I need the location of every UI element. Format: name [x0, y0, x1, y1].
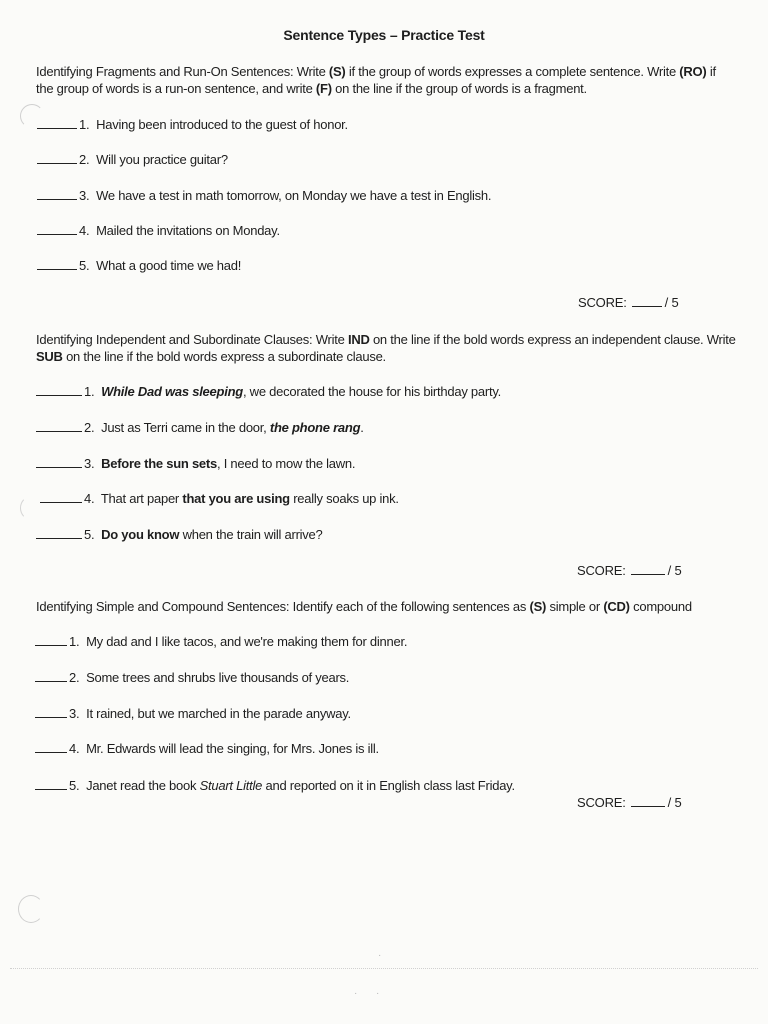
question-number: 1.: [69, 634, 80, 649]
s1-instr-text-d: on the line if the group of words is a fragment.: [331, 81, 587, 96]
s2-question-1: [36, 384, 501, 400]
answer-blank[interactable]: [35, 634, 67, 646]
question-number: 2.: [79, 152, 90, 167]
s3-question-2: [35, 670, 349, 686]
question-bold-clause: the phone rang: [269, 420, 361, 435]
question-text: Will you practice guitar?: [96, 152, 228, 167]
s3-instr-code-s: (S): [529, 599, 547, 614]
question-number: 1.: [79, 117, 90, 132]
s2-instr-text-a: Identifying Independent and Subordinate Clauses: Write: [36, 332, 348, 347]
s3-question-5: [35, 778, 515, 794]
section3-score: [577, 795, 682, 810]
score-total: / 5: [667, 563, 682, 578]
answer-blank[interactable]: [37, 152, 77, 164]
s2-question-4: [40, 491, 399, 507]
score-total: / 5: [667, 795, 682, 810]
question-bold-clause: While Dad was sleeping: [101, 384, 243, 399]
s3-instr-text-a: Identifying Simple and Compound Sentences: Identify each of the following sentences as: [36, 599, 530, 614]
section1-instructions: [36, 63, 736, 97]
question-bold-clause: that you are using: [182, 491, 290, 506]
answer-blank[interactable]: [35, 741, 67, 753]
section3-instructions: [36, 598, 736, 615]
s2-instr-text-b: on the line if the bold words express an independent clause. Write: [369, 332, 736, 347]
page-title: Sentence Types – Practice Test: [283, 27, 485, 43]
s2-instr-code-sub: SUB: [36, 349, 63, 364]
hole-punch-mark: [20, 496, 42, 520]
question-text: Mailed the invitations on Monday.: [96, 223, 280, 238]
question-text: Mr. Edwards will lead the singing, for Mrs. Jones is ill.: [86, 741, 379, 756]
question-number: 4.: [79, 223, 90, 238]
s2-instr-text-c: on the line if the bold words express a subordinate clause.: [62, 349, 386, 364]
hole-punch-mark: [20, 104, 44, 128]
scan-speck: ·: [354, 988, 358, 999]
s3-question-1: [35, 634, 407, 650]
s1-question-5: [37, 258, 241, 274]
answer-blank[interactable]: [36, 527, 82, 539]
hole-punch-mark: [18, 895, 44, 923]
score-blank[interactable]: [631, 563, 665, 575]
question-text-pre: Just as Terri came in the door,: [101, 420, 270, 435]
question-text: Having been introduced to the guest of honor.: [96, 117, 348, 132]
s1-instr-code-ro: (RO): [679, 64, 707, 79]
s2-instr-code-ind: IND: [347, 332, 370, 347]
question-text-post: , I need to mow the lawn.: [216, 456, 356, 471]
s2-question-5: [36, 527, 323, 543]
s3-instr-text-b: simple or: [546, 599, 604, 614]
question-bold-clause: Before the sun sets: [101, 456, 217, 471]
answer-blank[interactable]: [37, 258, 77, 270]
s1-instr-text-c: if the group of words is a run-on sentence, and write: [36, 64, 716, 96]
answer-blank[interactable]: [35, 778, 67, 790]
book-title: Stuart Little: [199, 778, 263, 793]
s1-question-4: [37, 223, 280, 239]
s3-instr-code-cd: (CD): [603, 599, 630, 614]
question-text-pre: That art paper: [100, 491, 183, 506]
scan-speck: ·: [376, 988, 380, 999]
score-blank[interactable]: [631, 795, 665, 807]
question-text: We have a test in math tomorrow, on Monday we have a test in English.: [96, 188, 492, 203]
answer-blank[interactable]: [37, 223, 77, 235]
question-number: 5.: [69, 778, 80, 793]
s1-question-2: [37, 152, 228, 168]
s3-instr-text-c: compound: [629, 599, 692, 614]
s2-question-2: [36, 420, 364, 436]
s1-instr-code-f: (F): [315, 81, 332, 96]
question-text: What a good time we had!: [96, 258, 242, 273]
answer-blank[interactable]: [35, 706, 67, 718]
answer-blank[interactable]: [35, 670, 67, 682]
s1-question-3: [37, 188, 491, 204]
question-bold-clause: Do you know: [101, 527, 180, 542]
answer-blank[interactable]: [36, 420, 82, 432]
question-number: 3.: [79, 188, 90, 203]
score-total: / 5: [664, 295, 679, 310]
question-number: 3.: [69, 706, 80, 721]
score-label: SCORE:: [577, 563, 626, 578]
s3-question-4: [35, 741, 379, 757]
question-number: 5.: [79, 258, 90, 273]
question-text-post: and reported on it in English class last Friday.: [262, 778, 515, 793]
section2-instructions: [36, 331, 736, 365]
question-text-pre: Janet read the book: [86, 778, 200, 793]
question-text: My dad and I like tacos, and we're making them for dinner.: [86, 634, 408, 649]
scan-speck: ·: [378, 950, 382, 961]
s2-question-3: [36, 456, 355, 472]
s1-instr-text-b: if the group of words expresses a complete sentence. Write: [345, 64, 680, 79]
question-number: 4.: [84, 491, 95, 506]
answer-blank[interactable]: [36, 456, 82, 468]
s1-instr-text-a: Identifying Fragments and Run-On Sentences: Write: [36, 64, 329, 79]
s1-instr-code-s: (S): [328, 64, 346, 79]
question-text-post: , we decorated the house for his birthday party.: [242, 384, 501, 399]
question-number: 5.: [84, 527, 95, 542]
question-number: 3.: [84, 456, 95, 471]
section1-score: [578, 295, 679, 310]
answer-blank[interactable]: [36, 384, 82, 396]
question-text: It rained, but we marched in the parade anyway.: [86, 706, 351, 721]
answer-blank[interactable]: [40, 491, 82, 503]
section2-score: [577, 563, 682, 578]
question-number: 2.: [69, 670, 80, 685]
score-blank[interactable]: [632, 295, 662, 307]
score-label: SCORE:: [577, 795, 626, 810]
s1-question-1: [37, 117, 348, 133]
answer-blank[interactable]: [37, 188, 77, 200]
question-text-post: .: [360, 420, 364, 435]
question-number: 1.: [84, 384, 95, 399]
question-text-post: really soaks up ink.: [289, 491, 399, 506]
question-text-post: when the train will arrive?: [179, 527, 323, 542]
question-number: 4.: [69, 741, 80, 756]
score-label: SCORE:: [578, 295, 627, 310]
question-text: Some trees and shrubs live thousands of years.: [86, 670, 350, 685]
scan-edge-line: [10, 968, 758, 969]
s3-question-3: [35, 706, 351, 722]
question-number: 2.: [84, 420, 95, 435]
